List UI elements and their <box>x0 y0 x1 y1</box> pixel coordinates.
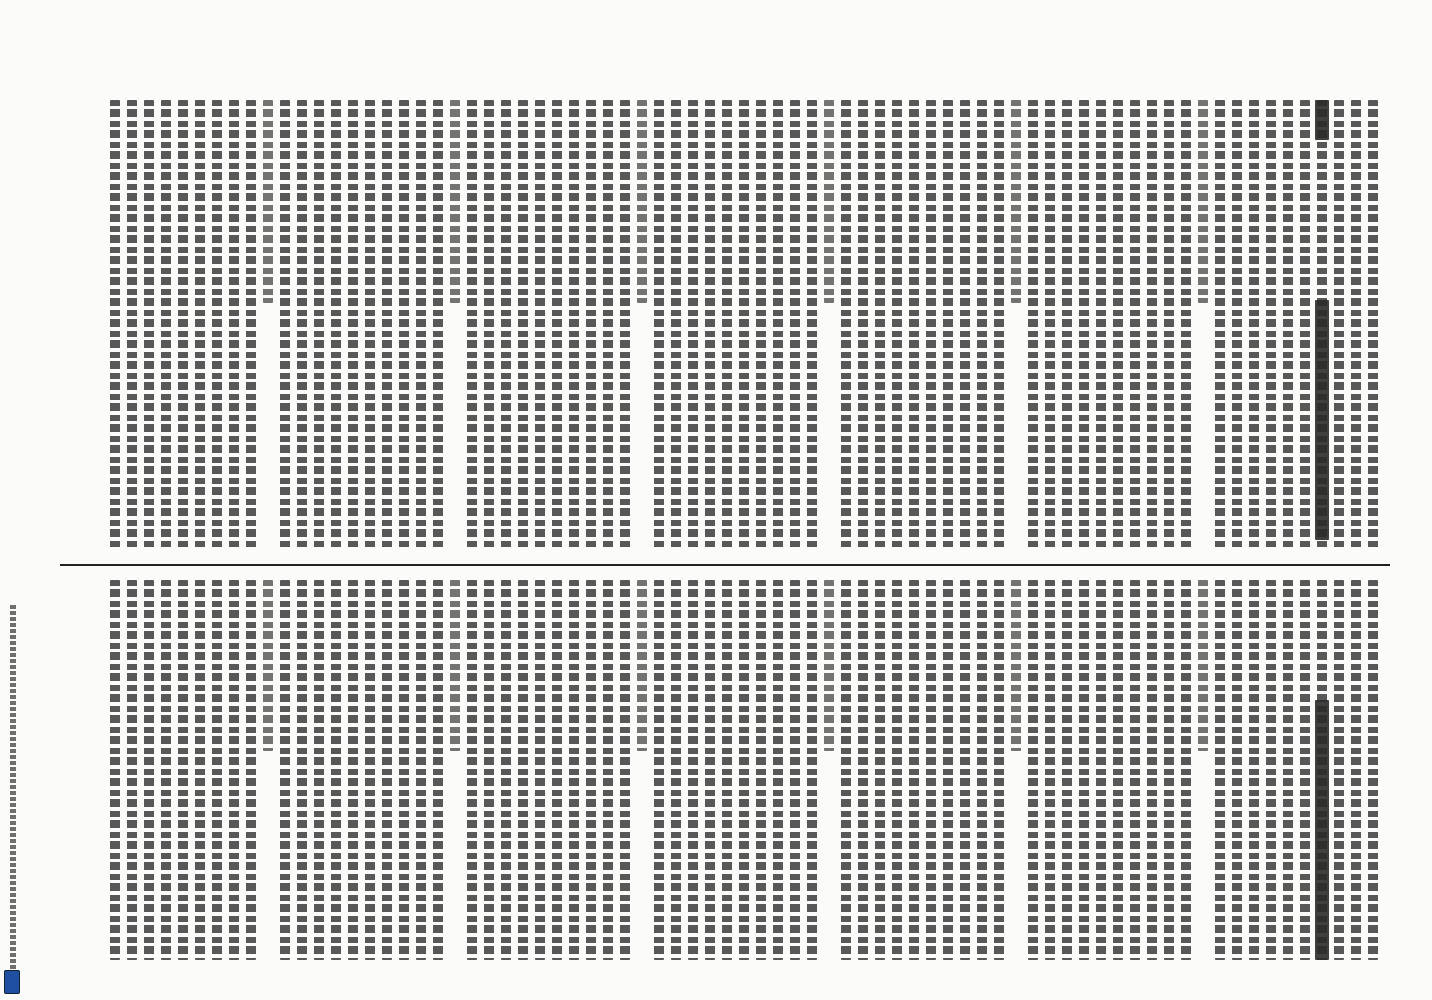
text-line <box>484 580 494 960</box>
text-line <box>416 580 426 960</box>
text-line <box>212 100 222 550</box>
text-line <box>1079 580 1089 960</box>
text-line <box>229 580 239 960</box>
text-line <box>773 100 783 550</box>
text-line <box>552 100 562 550</box>
text-line <box>365 100 375 550</box>
text-line <box>1164 100 1174 550</box>
text-line <box>1198 580 1208 751</box>
text-line <box>569 100 579 550</box>
text-line <box>518 100 528 550</box>
text-line <box>1096 100 1106 550</box>
text-line <box>773 580 783 960</box>
text-line <box>1011 100 1021 303</box>
text-line <box>365 580 375 960</box>
text-line <box>688 100 698 550</box>
text-line <box>433 100 443 550</box>
text-line <box>841 100 851 550</box>
text-line <box>790 580 800 960</box>
text-line <box>1130 580 1140 960</box>
text-line <box>671 100 681 550</box>
text-line <box>858 100 868 550</box>
text-line <box>161 580 171 960</box>
text-line <box>705 100 715 550</box>
text-line <box>1215 580 1225 960</box>
text-line <box>433 580 443 960</box>
text-line <box>926 580 936 960</box>
text-line <box>824 580 834 751</box>
text-column-bottom <box>78 580 1378 960</box>
text-line <box>892 580 902 960</box>
text-line <box>1096 580 1106 960</box>
text-line <box>467 100 477 550</box>
text-line <box>994 580 1004 960</box>
text-line <box>790 100 800 550</box>
text-line <box>637 580 647 751</box>
text-line <box>195 580 205 960</box>
text-line <box>331 100 341 550</box>
text-line <box>552 580 562 960</box>
text-line <box>1215 100 1225 550</box>
text-line <box>841 580 851 960</box>
text-line <box>688 580 698 960</box>
text-line <box>450 100 460 303</box>
text-line <box>1317 100 1327 550</box>
caption-text <box>10 605 16 975</box>
text-line <box>348 580 358 960</box>
text-line <box>994 100 1004 550</box>
text-line <box>756 100 766 550</box>
text-line <box>246 100 256 550</box>
text-line <box>1028 100 1038 550</box>
text-line <box>1368 580 1378 960</box>
text-line <box>620 580 630 960</box>
text-line <box>807 100 817 550</box>
text-line <box>943 580 953 960</box>
text-line <box>280 580 290 960</box>
digitization-caption <box>6 600 20 980</box>
text-line <box>144 100 154 550</box>
text-line <box>909 100 919 550</box>
text-line <box>416 100 426 550</box>
text-line <box>178 580 188 960</box>
text-line <box>1334 100 1344 550</box>
text-line <box>909 580 919 960</box>
text-line <box>603 580 613 960</box>
text-line <box>671 580 681 960</box>
text-line <box>1028 580 1038 960</box>
text-line <box>314 100 324 550</box>
text-line <box>297 100 307 550</box>
text-line <box>518 580 528 960</box>
text-line <box>484 100 494 550</box>
text-line <box>280 100 290 550</box>
text-line <box>620 100 630 550</box>
text-line <box>399 100 409 550</box>
text-line <box>1283 580 1293 960</box>
text-line <box>1249 580 1259 960</box>
text-line <box>977 580 987 960</box>
text-line <box>1266 100 1276 550</box>
text-line <box>382 580 392 960</box>
text-line <box>1062 100 1072 550</box>
text-line <box>1300 580 1310 960</box>
text-line <box>586 580 596 960</box>
text-line <box>1300 100 1310 550</box>
text-line <box>722 100 732 550</box>
text-line <box>586 100 596 550</box>
text-line <box>875 100 885 550</box>
text-line <box>1232 580 1242 960</box>
text-line <box>569 580 579 960</box>
text-line <box>654 100 664 550</box>
text-line <box>892 100 902 550</box>
text-line <box>1130 100 1140 550</box>
text-line <box>977 100 987 550</box>
text-line <box>178 100 188 550</box>
text-line <box>960 100 970 550</box>
text-line <box>535 100 545 550</box>
text-line <box>195 100 205 550</box>
text-line <box>739 100 749 550</box>
text-line <box>1368 100 1378 550</box>
text-line <box>705 580 715 960</box>
text-line <box>127 580 137 960</box>
text-line <box>450 580 460 751</box>
text-line <box>926 100 936 550</box>
text-line <box>1181 100 1191 550</box>
text-line <box>1147 580 1157 960</box>
text-line <box>161 100 171 550</box>
text-line <box>654 580 664 960</box>
text-line <box>637 100 647 303</box>
text-line <box>1164 580 1174 960</box>
text-line <box>144 580 154 960</box>
text-line <box>824 100 834 303</box>
text-line <box>739 580 749 960</box>
text-line <box>722 580 732 960</box>
text-line <box>1351 580 1361 960</box>
text-line <box>1113 100 1123 550</box>
text-line <box>1181 580 1191 960</box>
text-line <box>1249 100 1259 550</box>
text-line <box>229 100 239 550</box>
text-line <box>1283 100 1293 550</box>
text-line <box>535 580 545 960</box>
text-line <box>331 580 341 960</box>
text-line <box>348 100 358 550</box>
text-line <box>314 580 324 960</box>
text-line <box>127 100 137 550</box>
text-line <box>263 580 273 751</box>
text-line <box>212 580 222 960</box>
text-line <box>467 580 477 960</box>
text-line <box>110 100 120 550</box>
text-line <box>1198 100 1208 303</box>
text-line <box>297 580 307 960</box>
text-line <box>1062 580 1072 960</box>
column-divider-rule <box>60 564 1390 566</box>
text-line <box>110 580 120 960</box>
text-line <box>501 100 511 550</box>
text-line <box>858 580 868 960</box>
text-line <box>603 100 613 550</box>
text-line <box>1232 100 1242 550</box>
text-line <box>1147 100 1157 550</box>
text-line <box>756 580 766 960</box>
text-line <box>1011 580 1021 751</box>
dfg-logo-icon <box>4 970 20 994</box>
text-line <box>501 580 511 960</box>
text-line <box>1045 100 1055 550</box>
text-line <box>1045 580 1055 960</box>
text-column-top <box>78 100 1378 550</box>
text-line <box>399 580 409 960</box>
text-line <box>246 580 256 960</box>
text-line <box>1351 100 1361 550</box>
text-line <box>807 580 817 960</box>
text-line <box>1334 580 1344 960</box>
text-line <box>1317 580 1327 960</box>
text-line <box>943 100 953 550</box>
rotated-page-content <box>60 40 1390 970</box>
text-line <box>1079 100 1089 550</box>
text-line <box>263 100 273 303</box>
text-line <box>960 580 970 960</box>
text-line <box>1113 580 1123 960</box>
text-line <box>875 580 885 960</box>
text-line <box>382 100 392 550</box>
text-line <box>1266 580 1276 960</box>
